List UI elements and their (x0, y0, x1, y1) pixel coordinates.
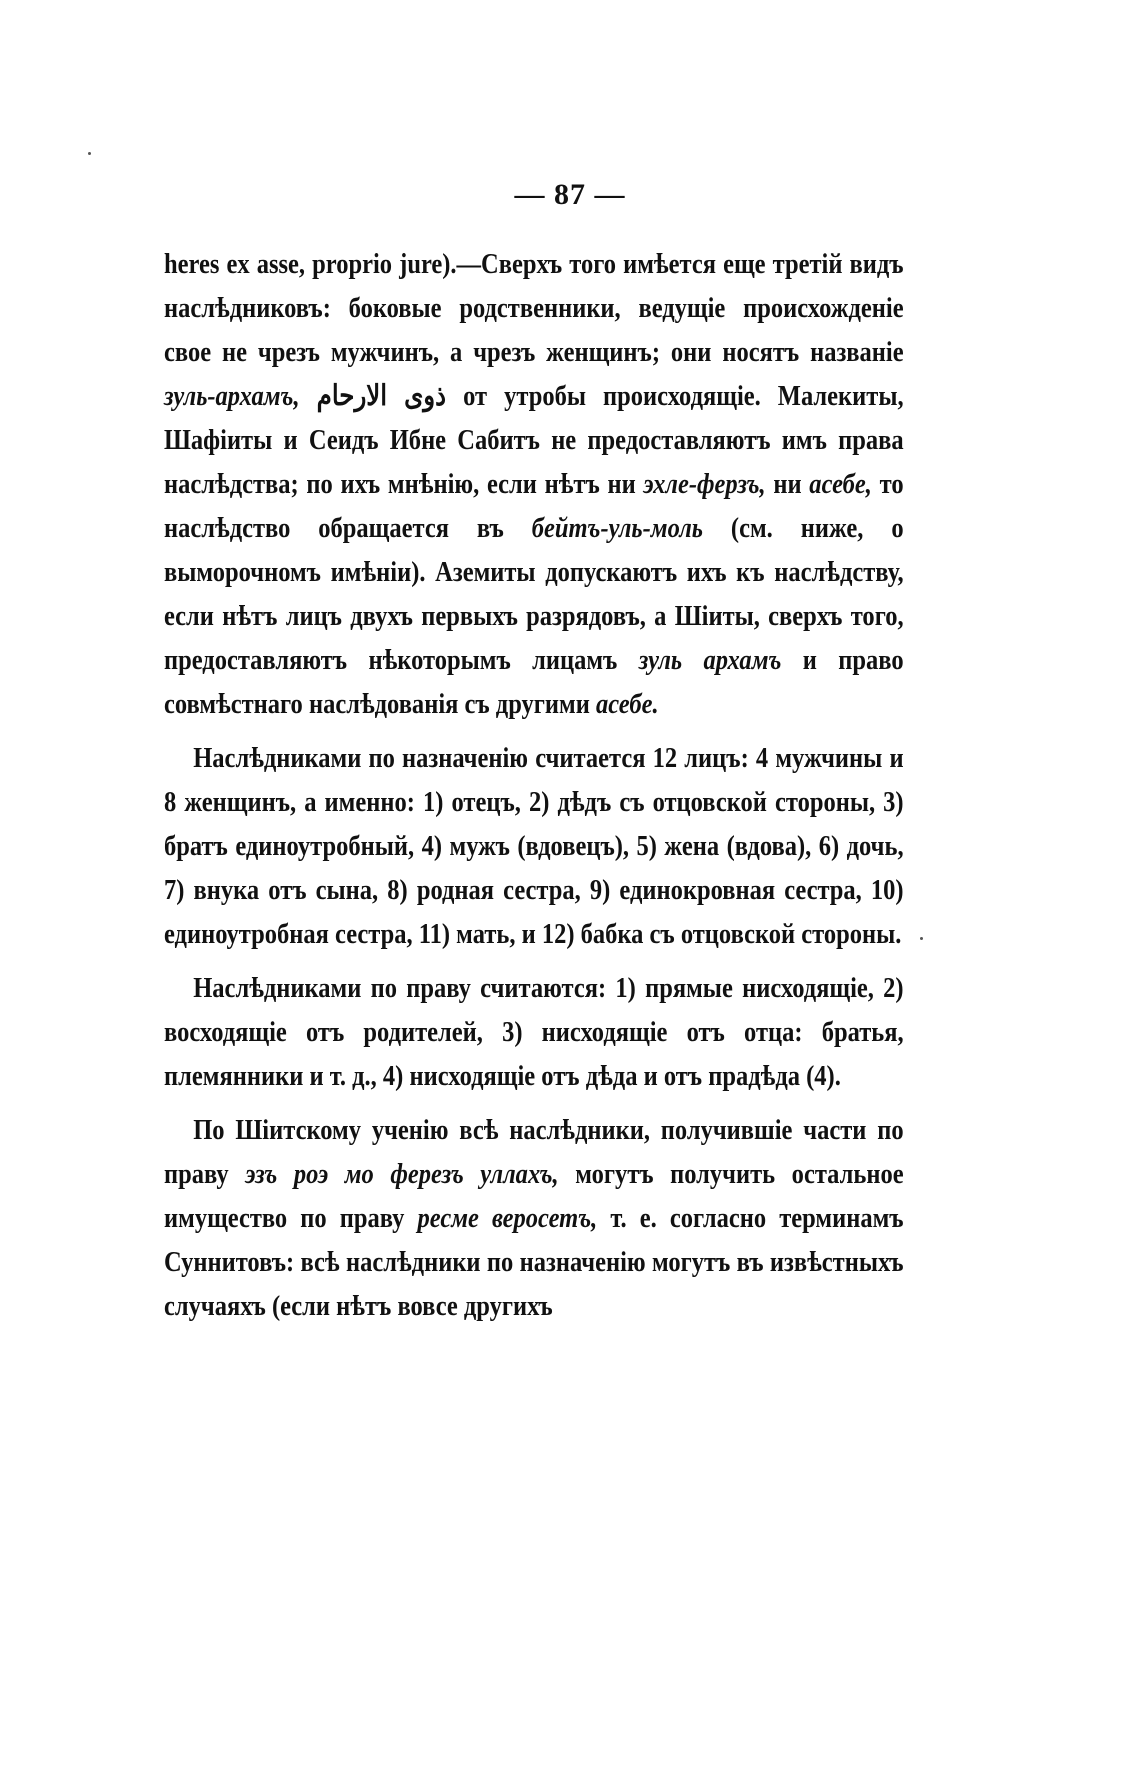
text-segment: (см. ниже, о выморочномъ имѣніи). Аземиты допускаютъ ихъ къ наслѣдству, если нѣтъ лицъ двухъ первыхъ разрядовъ, а Шіиты, сверхъ того, предоставляютъ нѣкоторымъ лицамъ (164, 513, 904, 676)
paragraph-2 (164, 737, 904, 957)
text-segment: По Шіитскому ученію всѣ наслѣдники, получившіе части по праву (164, 1115, 904, 1190)
paragraph-1 (164, 243, 904, 727)
text-segment: ذوى الارحام от утробы происходящіе. Малекиты, Шафіиты и Сеидъ Ибне Сабитъ не предоставляютъ имъ права наслѣдства; по ихъ мнѣнію, если нѣтъ ни (164, 381, 904, 500)
scan-speck (920, 937, 923, 940)
italic-term: асебе. (595, 689, 659, 720)
text-segment: Наслѣдниками по праву считаются: 1) прямые нисходящіе, 2) восходящіе отъ родителей, 3) нисходящіе отъ отца: братья, племянники и т. д., 4) нисходящіе отъ дѣда и отъ прадѣда (4). (164, 973, 904, 1092)
text-segment: и право совмѣстнаго наслѣдованія съ другими (164, 645, 904, 720)
text-segment: т. е. согласно терминамъ Суннитовъ: всѣ наслѣдники по назначенію могутъ въ извѣстныхъ случаяхъ (если нѣтъ вовсе другихъ (164, 1203, 904, 1322)
text-segment: то наслѣдство обращается въ (164, 469, 904, 544)
italic-term: эзъ роэ мо ферезъ уллахъ, (245, 1159, 559, 1190)
text-segment: могутъ получить остальное имущество по праву (164, 1159, 904, 1234)
italic-term: эхле-ферзъ, (643, 469, 766, 500)
italic-term: бейтъ-уль-моль (531, 513, 704, 544)
paragraph-3 (164, 967, 904, 1099)
text-segment: heres ex asse, proprio jure).—Сверхъ того имѣется еще третій видъ наслѣдниковъ: боковые родственники, ведущіе происхожденіе свое не чрезъ мужчинъ, а чрезъ женщинъ; они носятъ названіе (164, 249, 904, 368)
text-segment: Наслѣдниками по назначенію считается 12 лицъ: 4 мужчины и 8 женщинъ, а именно: 1) отецъ, 2) дѣдъ съ отцовской стороны, 3) братъ единоутробный, 4) мужъ (вдовецъ), 5) жена (вдова), 6) дочь, 7) внука отъ сына, 8) родная сестра, 9) единокровная сестра, 10) единоутробная сестра, 11) мать, и 12) бабка съ отцовской стороны. (164, 743, 904, 950)
italic-term: зуль архамъ (638, 645, 782, 676)
text-segment: ни (765, 469, 810, 500)
page-number: — 87 — (514, 178, 626, 211)
body-text (164, 243, 904, 1339)
italic-term: ресме веросетъ, (417, 1203, 598, 1234)
paragraph-4 (164, 1109, 904, 1329)
scan-speck (88, 152, 91, 155)
italic-term: асебе, (809, 469, 872, 500)
italic-term: зуль-архамъ, (164, 381, 300, 412)
